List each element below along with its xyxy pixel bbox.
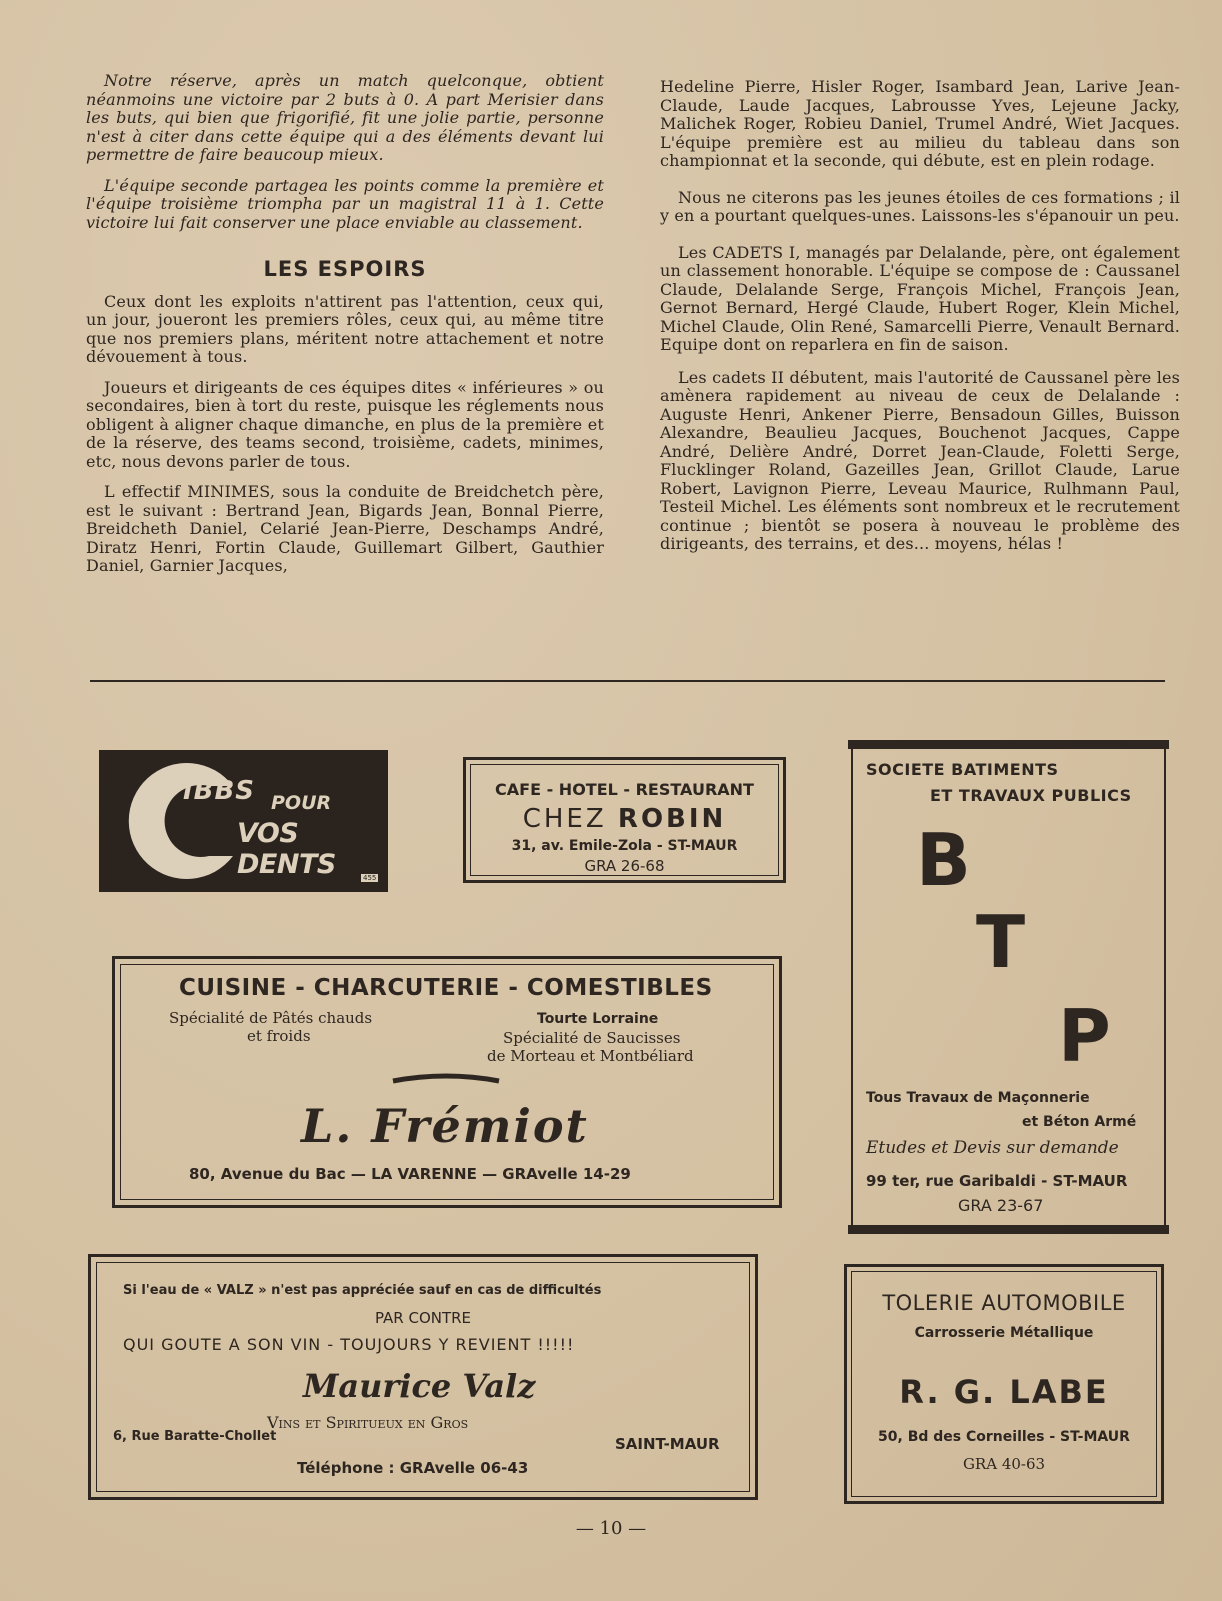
paragraph: Les cadets II débutent, mais l'autorité de Caussanel père les amènera rapidement au niveau de ceux de Delalande : Auguste Henri, Ankener Pierre, Bensadoun Gilles, Buisson Alexandre, Beaulieu Jacques, Bouchenot Jacques, Cappe André, Delière André, Dorret Jean-Claude, Foletti Serge, Flucklinger Roland, Gazeilles Jean, Grillot Claude, Larue Robert, Lavignon Pierre, Leveau Maurice, Rulhmann Paul, Testeil Michel. Les éléments sont nombreux et le recrutement continue ; bientôt se posera à nouveau le problème des dirigeants, des terrains, et des... moyens, hélas !: [660, 367, 1180, 553]
fremiot-right2: Spécialité de Saucisses: [503, 1029, 681, 1047]
btp-address: 99 ter, rue Garibaldi - ST-MAUR: [866, 1172, 1128, 1190]
ad-gibbs: [99, 750, 388, 892]
left-column: [86, 72, 604, 588]
paragraph: Notre réserve, après un match quelconque, obtient néanmoins une victoire par 2 buts à 0. A part Merisier dans les buts, qui bien que frigorifié, fit une jolie partie, personne n'est à citer dans cette équipe qui a des éléments devant lui permettre de faire beaucoup mieux.: [86, 71, 604, 164]
paragraph: Joueurs et dirigeants de ces équipes dites « inférieures » ou secondaires, bien à tort du reste, puisque les réglements nous obligent à aligner chaque dimanche, en plus de la première et de la réserve, des teams second, troisième, cadets, minimes, etc, nous devons parler de tous.: [86, 377, 604, 471]
fremiot-left2: et froids: [247, 1027, 311, 1045]
btp-letter-t: T: [976, 900, 1026, 984]
swash-divider-icon: [391, 1073, 501, 1087]
valz-line4: Vins et Spiritueux en Gros: [267, 1413, 469, 1432]
paragraph: Les CADETS I, managés par Delalande, père, ont également un classement honorable. L'équipe se compose de : Caussanel Claude, Delalande Serge, François Michel, François Jean, Gernot Bernard, Hergé Claude, Hubert Roger, Klein Michel, Michel Claude, Olin René, Samarcelli Pierre, Venault Bernard. Equipe dont on reparlera en fin de saison.: [660, 242, 1180, 354]
valz-city: SAINT-MAUR: [615, 1435, 720, 1453]
gibbs-g-logo-icon: [115, 750, 255, 892]
robin-name: [466, 804, 783, 834]
fremiot-right3: de Morteau et Montbéliard: [487, 1047, 694, 1065]
valz-phone: Téléphone : GRAvelle 06-43: [297, 1459, 529, 1477]
fremiot-right1: Tourte Lorraine: [537, 1011, 659, 1027]
valz-line2: PAR CONTRE: [374, 1309, 472, 1327]
section-heading: LES ESPOIRS: [263, 257, 427, 281]
valz-name: Maurice Valz: [303, 1367, 536, 1405]
gibbs-slogan-line2: VOS DENTS: [237, 818, 336, 880]
btp-letter-p: P: [1058, 994, 1111, 1078]
robin-name-main: ROBIN: [617, 804, 727, 834]
fremiot-left1: Spécialité de Pâtés chauds: [169, 1009, 373, 1027]
labe-line2: Carrosserie Métallique: [914, 1325, 1094, 1341]
btp-line2: ET TRAVAUX PUBLICS: [930, 786, 1132, 805]
paragraph: Ceux dont les exploits n'attirent pas l'attention, ceux qui, un jour, joueront les premiers rôles, ceux qui, au même titre que nos premiers plans, méritent notre attachement et notre dévouement à tous.: [86, 291, 604, 366]
right-column: [660, 78, 1180, 566]
reserve-report: [86, 72, 604, 232]
gibbs-slogan-line1: POUR: [271, 792, 332, 814]
robin-address: 31, av. Emile-Zola - ST-MAUR: [511, 838, 738, 854]
btp-letter-b: B: [916, 818, 971, 902]
ad-labe: [844, 1264, 1164, 1504]
btp-services3: Etudes et Devis sur demande: [866, 1138, 1119, 1158]
labe-address: 50, Bd des Corneilles - ST-MAUR: [878, 1429, 1130, 1445]
labe-name: R. G. LABE: [899, 1373, 1109, 1411]
paragraph: Hedeline Pierre, Hisler Roger, Isambard Jean, Larive Jean-Claude, Laude Jacques, Labrousse Yves, Lejeune Jacky, Malichek Roger, Robieu Daniel, Trumel André, Wiet Jacques. L'équipe première est au milieu du tableau dans son championnat et la seconde, qui débute, est en plein rodage.: [660, 77, 1180, 170]
btp-line1: SOCIETE BATIMENTS: [866, 760, 1059, 779]
valz-line1: Si l'eau de « VALZ » n'est pas appréciée sauf en cas de difficultés: [123, 1283, 602, 1298]
labe-phone: GRA 40-63: [962, 1455, 1046, 1473]
robin-line1: CAFE - HOTEL - RESTAURANT: [495, 780, 754, 799]
gibbs-brand: IBBS: [183, 776, 256, 806]
valz-line3: QUI GOUTE A SON VIN - TOUJOURS Y REVIENT !!!!!: [123, 1335, 575, 1354]
fremiot-address: 80, Avenue du Bac — LA VARENNE — GRAvelle 14-29: [189, 1165, 631, 1183]
robin-phone: GRA 26-68: [584, 857, 665, 875]
paragraph: L'équipe seconde partagea les points comme la première et l'équipe troisième triompha par un magistral 11 à 1. Cette victoire lui fait conserver une place enviable au classement.: [86, 175, 604, 232]
valz-address: 6, Rue Baratte-Chollet: [113, 1429, 277, 1444]
btp-services2: et Béton Armé: [1022, 1114, 1137, 1130]
paragraph: Nous ne citerons pas les jeunes étoiles de ces formations ; il y en a pourtant quelques-unes. Laissons-les s'épanouir un peu.: [660, 187, 1180, 225]
ad-fremiot: [112, 956, 782, 1208]
fremiot-title: CUISINE - CHARCUTERIE - COMESTIBLES: [179, 975, 713, 1001]
page-number: — 10 —: [575, 1518, 647, 1539]
robin-name-prefix: CHEZ: [522, 804, 607, 834]
ad-chez-robin: [463, 757, 786, 883]
btp-services1: Tous Travaux de Maçonnerie: [866, 1090, 1090, 1106]
section-divider: [90, 680, 1165, 682]
fremiot-name: L. Frémiot: [301, 1099, 589, 1153]
ad-valz: [88, 1254, 758, 1500]
ad-btp: [848, 740, 1169, 1234]
btp-phone: GRA 23-67: [958, 1196, 1044, 1215]
gibbs-ref: 455: [363, 874, 377, 882]
paragraph: L effectif MINIMES, sous la conduite de Breidchetch père, est le suivant : Bertrand Jean, Bigards Jean, Bonnal Pierre, Breidcheth Daniel, Celarié Jean-Pierre, Deschamps André, Diratz Henri, Fortin Claude, Guillemart Gilbert, Gauthier Daniel, Garnier Jacques,: [86, 482, 604, 575]
labe-line1: TOLERIE AUTOMOBILE: [882, 1291, 1126, 1315]
